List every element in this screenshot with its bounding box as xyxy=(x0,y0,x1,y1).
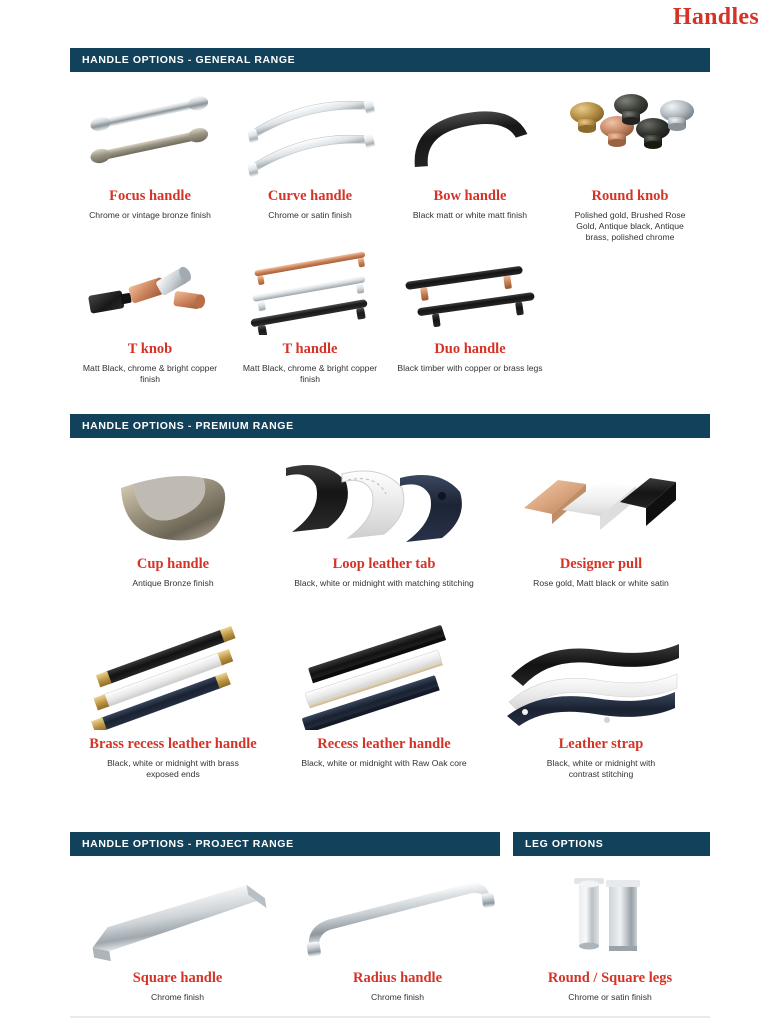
product-name: Leather strap xyxy=(558,736,644,752)
product-name: Brass recess leather handle xyxy=(89,736,257,752)
recess-leather-handle-image xyxy=(276,620,492,730)
product-cup-handle xyxy=(70,450,276,589)
loop-leather-tab-image xyxy=(276,450,492,550)
product-name: Designer pull xyxy=(559,556,643,572)
footer-rule xyxy=(70,1016,710,1018)
product-loop-leather-tab xyxy=(276,450,492,589)
brass-recess-leather-handle-image xyxy=(73,620,273,730)
square-handle-image xyxy=(73,866,283,964)
product-row xyxy=(70,450,710,589)
product-round-square-legs xyxy=(510,866,710,1003)
product-name: Recess leather handle xyxy=(317,736,451,752)
product-row xyxy=(70,620,710,780)
designer-pull-image xyxy=(492,450,710,550)
product-name: Round / Square legs xyxy=(547,970,673,986)
product-description: Black timber with copper or brass legs xyxy=(397,363,543,373)
curve-handle-image xyxy=(235,84,385,182)
product-focus-handle xyxy=(70,84,230,243)
product-description: Black, white or midnight with brass exposed ends xyxy=(107,758,239,779)
product-row xyxy=(70,866,710,1003)
product-name: Duo handle xyxy=(434,341,506,357)
product-description: Black, white or midnight with matching stitching xyxy=(294,578,474,588)
section-banner-premium-range: HANDLE OPTIONS - PREMIUM RANGE xyxy=(70,414,710,438)
product-description: Chrome finish xyxy=(370,992,424,1002)
product-description: Chrome or vintage bronze finish xyxy=(89,210,211,220)
product-leather-strap xyxy=(492,620,710,780)
product-slot-empty xyxy=(550,240,710,385)
cup-handle-image xyxy=(73,450,273,550)
section-banner-general-range: HANDLE OPTIONS - GENERAL RANGE xyxy=(70,48,710,72)
page-title: Handles xyxy=(672,4,759,30)
t-handle-image xyxy=(235,240,385,335)
product-description: Polished gold, Brushed Rose Gold, Antique black, Antique brass, polished chrome xyxy=(574,210,686,242)
radius-handle-image xyxy=(288,866,508,964)
product-description: Chrome or satin finish xyxy=(268,210,352,220)
product-round-knob xyxy=(550,84,710,243)
product-description: Chrome or satin finish xyxy=(568,992,652,1002)
product-name: Focus handle xyxy=(109,188,191,204)
product-description: Rose gold, Matt black or white satin xyxy=(533,578,669,588)
section-banner-project-range: HANDLE OPTIONS - PROJECT RANGE xyxy=(70,832,500,856)
product-name: Cup handle xyxy=(136,556,210,572)
t-knob-image xyxy=(75,240,225,335)
product-description: Antique Bronze finish xyxy=(132,578,214,588)
section-banner-leg-options: LEG OPTIONS xyxy=(513,832,710,856)
product-recess-leather-handle xyxy=(276,620,492,780)
product-curve-handle xyxy=(230,84,390,243)
product-name: Bow handle xyxy=(433,188,507,204)
product-t-knob xyxy=(70,240,230,385)
product-radius-handle xyxy=(285,866,510,1003)
round-square-legs-image xyxy=(510,866,710,964)
product-name: Radius handle xyxy=(352,970,443,986)
product-description: Chrome finish xyxy=(150,992,204,1002)
product-bow-handle xyxy=(390,84,550,243)
product-name: Round knob xyxy=(591,188,669,204)
product-name: T knob xyxy=(127,341,173,357)
product-designer-pull xyxy=(492,450,710,589)
product-t-handle xyxy=(230,240,390,385)
product-description: Matt Black, chrome & bright copper finish xyxy=(82,363,218,384)
product-description: Black, white or midnight with contrast stitching xyxy=(546,758,656,779)
product-description: Matt Black, chrome & bright copper finish xyxy=(242,363,378,384)
product-name: Curve handle xyxy=(267,188,353,204)
product-duo-handle xyxy=(390,240,550,385)
product-brass-recess-leather-handle xyxy=(70,620,276,780)
bow-handle-image xyxy=(395,84,545,182)
product-name: Loop leather tab xyxy=(332,556,436,572)
product-square-handle xyxy=(70,866,285,1003)
product-row xyxy=(70,84,710,243)
leather-strap-image xyxy=(492,620,710,730)
product-description: Black, white or midnight with Raw Oak core xyxy=(301,758,467,768)
round-knob-image xyxy=(555,84,705,182)
product-name: Square handle xyxy=(132,970,223,986)
product-row xyxy=(70,240,710,385)
focus-handle-image xyxy=(75,84,225,182)
product-description: Black matt or white matt finish xyxy=(412,210,528,220)
duo-handle-image xyxy=(395,240,545,335)
product-name: T handle xyxy=(282,341,338,357)
